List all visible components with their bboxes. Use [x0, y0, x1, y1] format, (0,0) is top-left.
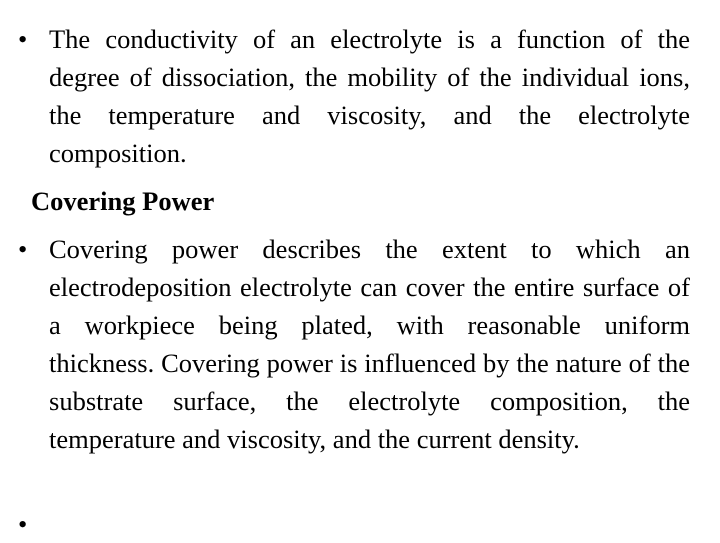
bullet-dot: • [18, 24, 28, 54]
section-heading-covering-power: Covering Power [31, 186, 215, 216]
bullet-covering-power [18, 230, 690, 458]
bullet-conductivity [18, 20, 690, 172]
bullet-text-covering-power: Covering power describes the extent to which an electrodeposition electrolyte can cover the entire surface of a workpiece being plated, with reasonable uniform thickness. Covering power is influenced by the nature of the substrate surface, the electrolyte composition, the temperature and viscosity, and the current density. [49, 234, 690, 454]
bullet-dot: • [18, 234, 28, 264]
bullet-text-conductivity: The conductivity of an electrolyte is a function of the degree of dissociation, the mobility of the individual ions, the temperature and viscosity, and the electrolyte composition. [49, 24, 690, 168]
bullet-dot: • [18, 509, 28, 539]
